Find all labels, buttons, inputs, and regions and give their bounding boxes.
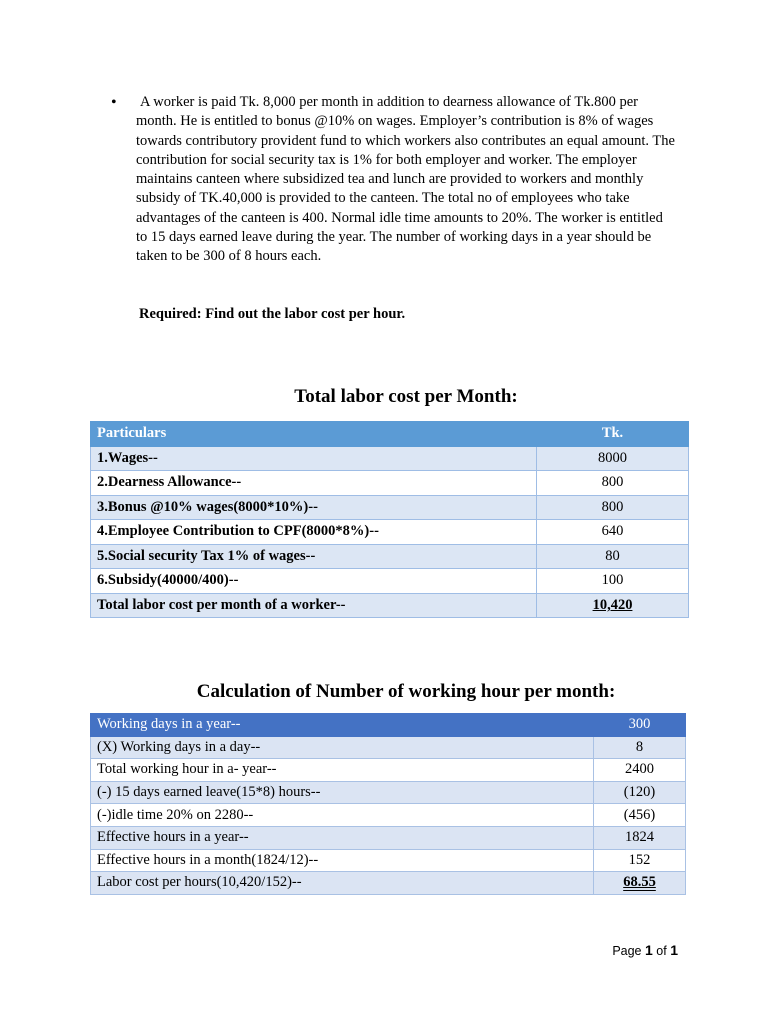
table-row bbox=[91, 804, 686, 827]
total-row bbox=[91, 593, 689, 618]
table-row bbox=[91, 495, 689, 520]
header-label: Working days in a year-- bbox=[91, 714, 594, 737]
row-value: (456) bbox=[594, 804, 686, 827]
table-row bbox=[91, 736, 686, 759]
row-value: (120) bbox=[594, 781, 686, 804]
required-statement: Required: Find out the labor cost per hour. bbox=[139, 306, 406, 322]
total-value: 10,420 bbox=[537, 593, 689, 618]
total-row bbox=[91, 872, 686, 895]
row-value: 152 bbox=[594, 849, 686, 872]
labor-cost-table bbox=[90, 421, 689, 618]
row-label: 3.Bonus @10% wages(8000*10%)-- bbox=[91, 495, 537, 520]
working-hours-title: Calculation of Number of working hour per month: bbox=[196, 681, 616, 702]
row-label: 2.Dearness Allowance-- bbox=[91, 471, 537, 496]
labor-cost-title: Total labor cost per Month: bbox=[294, 386, 518, 407]
row-value: 100 bbox=[537, 569, 689, 594]
row-label: 5.Social security Tax 1% of wages-- bbox=[91, 544, 537, 569]
table-row bbox=[91, 520, 689, 545]
header-particulars: Particulars bbox=[91, 422, 537, 447]
bullet-icon: • bbox=[111, 94, 117, 111]
table-row bbox=[91, 446, 689, 471]
page-number bbox=[612, 942, 678, 958]
problem-statement: A worker is paid Tk. 8,000 per month in addition to dearness allowance of Tk.800 per month. He is entitled to bonus @10% on wages. Employer’s contribution is 8% of wages towards contributory provident fund to which workers also contributes an equal amount. The contribution for social security tax is 1% for both employer and worker. The employer maintains canteen where subsidized tea and lunch are provided to workers and monthly subsidy of TK.40,000 is provided to the canteen. The total no of employees who take advantages of the canteen is 400. Normal idle time amounts to 20%. The worker is entitled to 15 days earned leave during the year. The number of working days in a year should be taken to be 300 of 8 hours each. bbox=[136, 94, 675, 265]
current-page: 1 bbox=[645, 942, 653, 958]
table-row bbox=[91, 849, 686, 872]
row-label: 6.Subsidy(40000/400)-- bbox=[91, 569, 537, 594]
row-value: 80 bbox=[537, 544, 689, 569]
row-label: Total working hour in a- year-- bbox=[91, 759, 594, 782]
page-word: Page bbox=[612, 944, 642, 958]
row-label: (-)idle time 20% on 2280-- bbox=[91, 804, 594, 827]
table-row bbox=[91, 826, 686, 849]
row-value: 8000 bbox=[537, 446, 689, 471]
total-label: Labor cost per hours(10,420/152)-- bbox=[91, 872, 594, 895]
table-row bbox=[91, 759, 686, 782]
table-header-row bbox=[91, 714, 686, 737]
total-pages: 1 bbox=[670, 942, 678, 958]
row-label: 1.Wages-- bbox=[91, 446, 537, 471]
row-label: (-) 15 days earned leave(15*8) hours-- bbox=[91, 781, 594, 804]
row-value: 1824 bbox=[594, 826, 686, 849]
table-header-row bbox=[91, 422, 689, 447]
table-row bbox=[91, 544, 689, 569]
row-value: 800 bbox=[537, 495, 689, 520]
row-label: (X) Working days in a day-- bbox=[91, 736, 594, 759]
row-value: 800 bbox=[537, 471, 689, 496]
of-word: of bbox=[656, 944, 667, 958]
row-value: 8 bbox=[594, 736, 686, 759]
row-label: Effective hours in a month(1824/12)-- bbox=[91, 849, 594, 872]
row-value: 2400 bbox=[594, 759, 686, 782]
total-value: 68.55 bbox=[594, 872, 686, 895]
working-hours-table bbox=[90, 713, 686, 895]
row-label: 4.Employee Contribution to CPF(8000*8%)-- bbox=[91, 520, 537, 545]
table-row bbox=[91, 471, 689, 496]
header-amount: Tk. bbox=[537, 422, 689, 447]
table-row bbox=[91, 569, 689, 594]
row-value: 640 bbox=[537, 520, 689, 545]
header-value: 300 bbox=[594, 714, 686, 737]
total-label: Total labor cost per month of a worker-- bbox=[91, 593, 537, 618]
row-label: Effective hours in a year-- bbox=[91, 826, 594, 849]
table-row bbox=[91, 781, 686, 804]
